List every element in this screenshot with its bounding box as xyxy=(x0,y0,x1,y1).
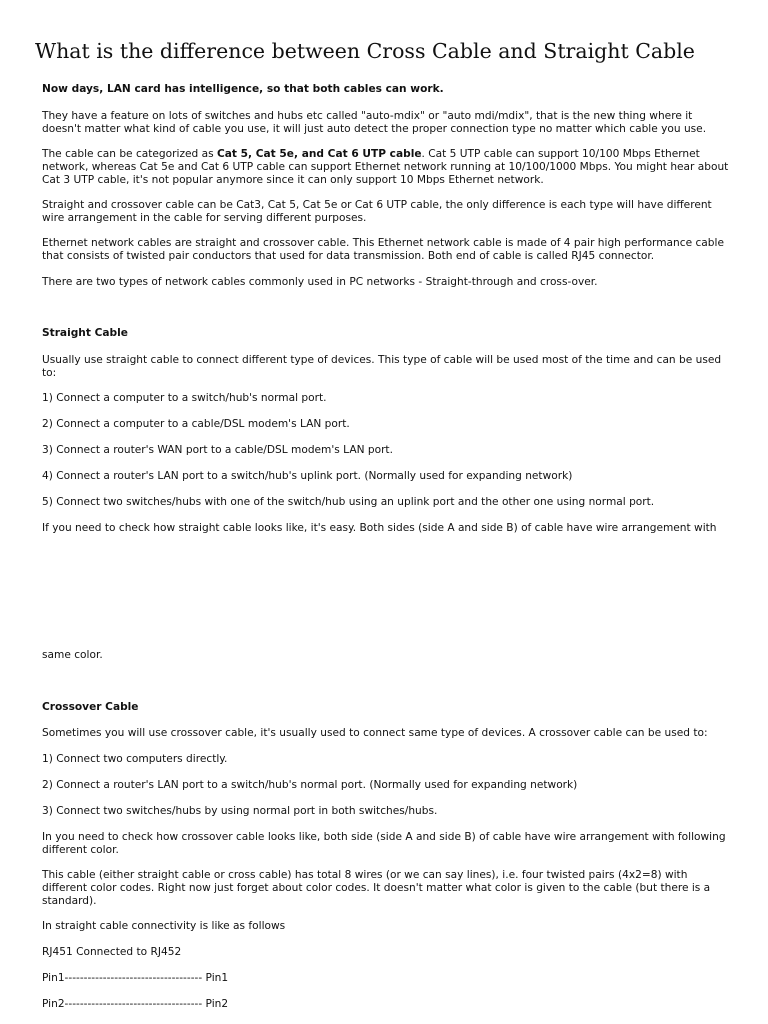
paragraph-wires: This cable (either straight cable or cross cable) has total 8 wires (or we can say lines), i.e. four twisted pairs (4x2=8) with different color codes. Right now just forget about color codes. It doesn't matter what color is given to the cable (but there is a standard). xyxy=(42,869,711,907)
straight-list-item: 4) Connect a router's LAN port to a switch/hub's uplink port. (Normally used for expanding network) xyxy=(42,470,573,482)
straight-list-item: 3) Connect a router's WAN port to a cable/DSL modem's LAN port. xyxy=(42,444,393,456)
page-title: What is the difference between Cross Cable and Straight Cable xyxy=(35,39,695,63)
straight-check-text: If you need to check how straight cable looks like, it's easy. Both sides (side A and side B) of cable have wire arrangement with xyxy=(42,522,717,534)
paragraph-two-types: There are two types of network cables commonly used in PC networks - Straight-through and cross-over. xyxy=(42,276,598,288)
straight-intro: Usually use straight cable to connect different type of devices. This type of cable will be used most of the time and can be used to: xyxy=(42,354,722,379)
paragraph-connectivity: In straight cable connectivity is like as follows xyxy=(42,920,286,932)
straight-list-item: 5) Connect two switches/hubs with one of the switch/hub using an uplink port and the other one using normal port. xyxy=(42,496,655,508)
pin-mapping-line: Pin1------------------------------------ Pin1 xyxy=(42,972,229,984)
categories-cable-types: Cat 5, Cat 5e, and Cat 6 UTP cable xyxy=(217,148,422,160)
straight-list-item: 1) Connect a computer to a switch/hub's normal port. xyxy=(42,392,327,404)
crossover-check-text: In you need to check how crossover cable looks like, both side (side A and side B) of cable have wire arrangement with following different color. xyxy=(42,831,726,856)
crossover-list-item: 3) Connect two switches/hubs by using normal port in both switches/hubs. xyxy=(42,805,438,817)
paragraph-ethernet-cables: Ethernet network cables are straight and crossover cable. This Ethernet network cable is made of 4 pair high performance cable that consists of twisted pair conductors that used for data transmission. Both end of cable is called RJ45 connector. xyxy=(42,237,724,262)
categories-text-before: The cable can be categorized as xyxy=(42,148,217,160)
crossover-intro: Sometimes you will use crossover cable, it's usually used to connect same type of devices. A crossover cable can be used to: xyxy=(42,727,708,739)
pin-mapping-line: Pin2------------------------------------ Pin2 xyxy=(42,998,229,1010)
paragraph-cable-types: Straight and crossover cable can be Cat3, Cat 5, Cat 5e or Cat 6 UTP cable, the only difference is each type will have different wire arrangement in the cable for serving different purposes. xyxy=(42,199,712,224)
crossover-list-item: 2) Connect a router's LAN port to a switch/hub's normal port. (Normally used for expanding network) xyxy=(42,779,578,791)
crossover-list-item: 1) Connect two computers directly. xyxy=(42,753,228,765)
paragraph-categories xyxy=(42,148,732,186)
straight-list-item: 2) Connect a computer to a cable/DSL modem's LAN port. xyxy=(42,418,350,430)
intro-statement: Now days, LAN card has intelligence, so that both cables can work. xyxy=(42,83,444,95)
heading-crossover-cable: Crossover Cable xyxy=(42,701,139,713)
paragraph-automdix: They have a feature on lots of switches and hubs etc called "auto-mdix" or "auto mdi/mdix", that is the new thing where it doesn't matter what kind of cable you use, it will just auto detect the proper connection type no matter which cable you use. xyxy=(42,110,707,135)
paragraph-rj45: RJ451 Connected to RJ452 xyxy=(42,946,182,958)
heading-straight-cable: Straight Cable xyxy=(42,327,128,339)
straight-check-text-end: same color. xyxy=(42,649,103,661)
categories-text-after: . Cat 5 UTP cable can support 10/100 Mbps Ethernet network, whereas Cat 5e and Cat 6 UTP cable can support Ethernet network running at 10/100/1000 Mbps. You might hear about Cat 3 UTP cable, it's not popular anymore since it can only support 10 Mbps Ethernet network. xyxy=(42,148,729,186)
